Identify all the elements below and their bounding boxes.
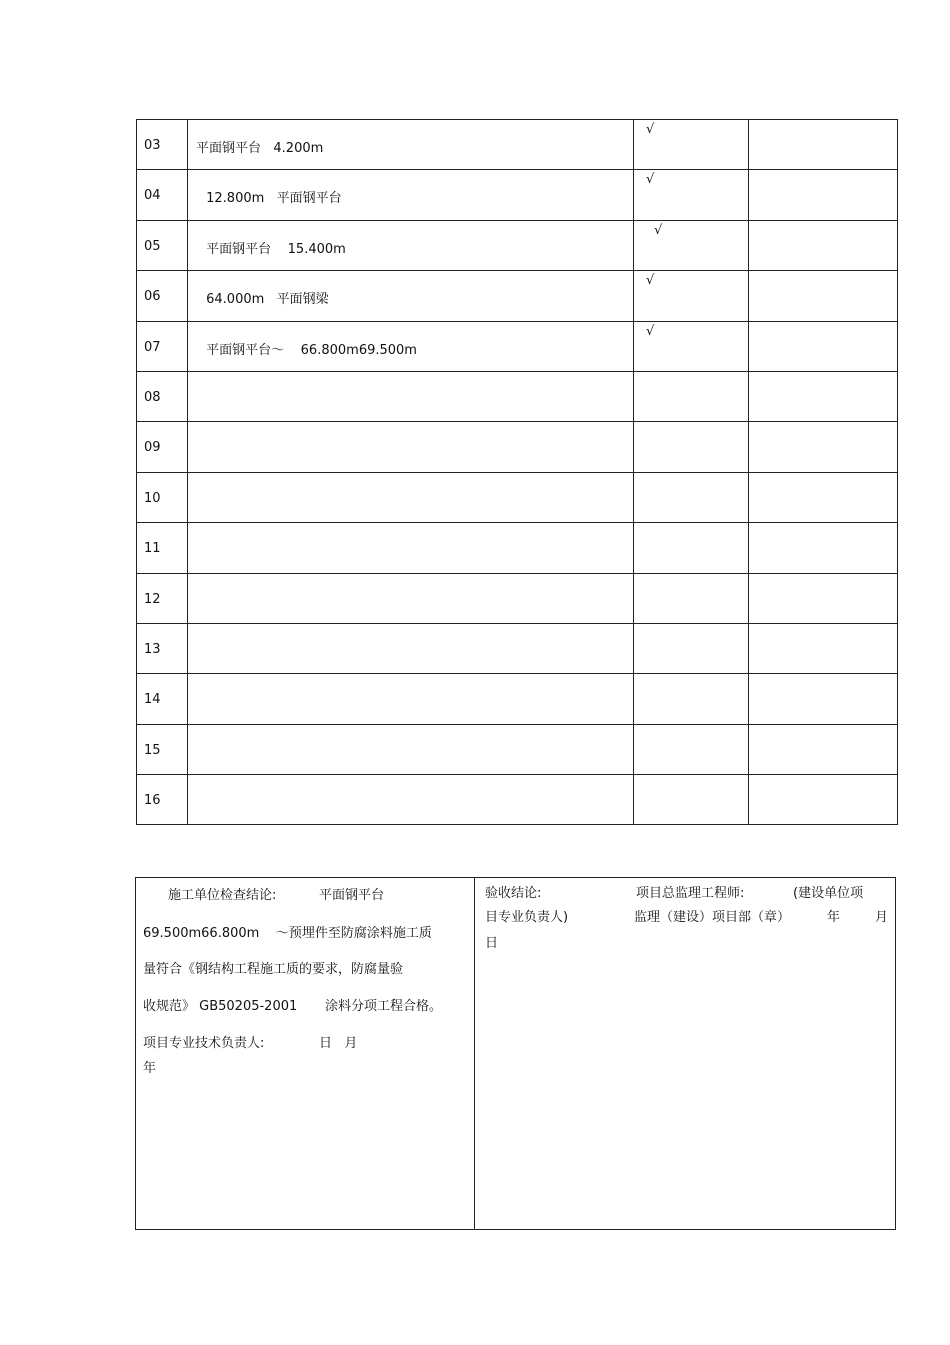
- row-number-cell: [137, 623, 188, 673]
- row-number: 09: [144, 440, 161, 456]
- row-number-cell: [137, 724, 188, 774]
- row-remark-cell: [749, 523, 898, 573]
- row-check-cell: [634, 371, 749, 421]
- row-item: 64.000m 平面钢梁: [202, 292, 329, 308]
- table-row: [137, 170, 898, 220]
- check-mark: √: [646, 172, 655, 188]
- check-mark: √: [654, 222, 663, 238]
- row-number: 07: [144, 339, 161, 355]
- row-number: 14: [144, 692, 161, 708]
- row-item-cell: [188, 523, 634, 573]
- row-remark-cell: [749, 775, 898, 825]
- row-check-cell: [634, 170, 749, 220]
- technical-lead-label: 项目专业技术负责人:: [143, 1036, 265, 1051]
- table-row: [137, 321, 898, 371]
- row-item-cell: [188, 472, 634, 522]
- row-item-cell: [188, 170, 634, 220]
- row-item-cell: [188, 321, 634, 371]
- construction-check-text-3: 收规范》 GB50205-2001: [143, 999, 298, 1014]
- owner-lead-label: 目专业负责人): [485, 910, 569, 925]
- row-item: 平面钢平台 15.400m: [202, 241, 346, 257]
- row-item-cell: [188, 623, 634, 673]
- row-item: 平面钢平台～ 66.800m69.500m: [202, 342, 417, 358]
- row-number-cell: [137, 271, 188, 321]
- row-check-cell: [634, 472, 749, 522]
- technical-lead-year: 年: [143, 1061, 157, 1076]
- row-remark-cell: [749, 220, 898, 270]
- row-remark-cell: [749, 674, 898, 724]
- table-row: [137, 573, 898, 623]
- row-item-cell: [188, 724, 634, 774]
- row-remark-cell: [749, 120, 898, 170]
- row-number-cell: [137, 321, 188, 371]
- row-item-cell: [188, 674, 634, 724]
- row-number-cell: [137, 422, 188, 472]
- row-remark-cell: [749, 724, 898, 774]
- table-row: [137, 623, 898, 673]
- conclusion-divider: [474, 878, 475, 1229]
- construction-check-text-4: 涂料分项工程合格。: [325, 999, 443, 1014]
- row-item: 12.800m 平面钢平台: [202, 191, 342, 207]
- acceptance-conclusion-label: 验收结论:: [485, 886, 542, 901]
- table-row: [137, 472, 898, 522]
- row-remark-cell: [749, 170, 898, 220]
- row-item-cell: [188, 120, 634, 170]
- row-number-cell: [137, 120, 188, 170]
- row-number-cell: [137, 371, 188, 421]
- construction-check-text-2: 量符合《钢结构工程施工质的要求，防腐量验: [143, 962, 404, 977]
- table-row: [137, 120, 898, 170]
- row-remark-cell: [749, 472, 898, 522]
- check-mark: √: [646, 122, 655, 137]
- row-number: 15: [144, 742, 161, 758]
- table-row: [137, 371, 898, 421]
- row-check-cell: [634, 220, 749, 270]
- row-item-cell: [188, 271, 634, 321]
- row-check-cell: [634, 623, 749, 673]
- row-remark-cell: [749, 321, 898, 371]
- row-item-cell: [188, 422, 634, 472]
- row-number: 08: [144, 389, 161, 405]
- row-number-cell: [137, 573, 188, 623]
- row-item-cell: [188, 220, 634, 270]
- owner-unit-label: (建设单位项: [793, 886, 864, 901]
- row-number: 03: [144, 138, 161, 153]
- row-check-cell: [634, 573, 749, 623]
- row-remark-cell: [749, 422, 898, 472]
- row-check-cell: [634, 271, 749, 321]
- table-row: [137, 674, 898, 724]
- table-row: [137, 220, 898, 270]
- row-number-cell: [137, 170, 188, 220]
- construction-check-text-1: 69.500m66.800m ～预埋件至防腐涂料施工质: [143, 926, 432, 941]
- row-number-cell: [137, 472, 188, 522]
- row-number: 16: [144, 793, 161, 809]
- row-number-cell: [137, 674, 188, 724]
- row-check-cell: [634, 724, 749, 774]
- check-mark: √: [646, 273, 655, 289]
- technical-lead-date: 日 月: [319, 1036, 358, 1051]
- table-row: [137, 422, 898, 472]
- row-item-cell: [188, 371, 634, 421]
- row-number-cell: [137, 523, 188, 573]
- row-remark-cell: [749, 573, 898, 623]
- acceptance-year: 年: [827, 910, 841, 925]
- row-check-cell: [634, 321, 749, 371]
- construction-check-item: 平面钢平台: [319, 888, 385, 903]
- supervision-dept-label: 监理（建设）项目部（章）: [634, 910, 791, 925]
- row-check-cell: [634, 120, 749, 170]
- table-row: [137, 271, 898, 321]
- chief-supervisor-label: 项目总监理工程师:: [636, 886, 745, 901]
- row-item-cell: [188, 775, 634, 825]
- row-number: 12: [144, 591, 161, 607]
- row-number-cell: [137, 775, 188, 825]
- row-number: 13: [144, 641, 161, 657]
- row-remark-cell: [749, 623, 898, 673]
- acceptance-month: 月: [875, 910, 889, 925]
- row-check-cell: [634, 775, 749, 825]
- row-number: 05: [144, 238, 161, 254]
- inspection-table: [136, 119, 898, 825]
- row-item: 平面钢平台 4.200m: [196, 141, 324, 156]
- row-item-cell: [188, 573, 634, 623]
- construction-check-label: 施工单位检查结论:: [168, 888, 277, 903]
- row-remark-cell: [749, 271, 898, 321]
- row-number: 11: [144, 541, 161, 557]
- row-number: 04: [144, 188, 161, 204]
- table-row: [137, 523, 898, 573]
- row-remark-cell: [749, 371, 898, 421]
- row-number-cell: [137, 220, 188, 270]
- conclusion-box: [135, 877, 896, 1230]
- table-row: [137, 775, 898, 825]
- acceptance-day: 日: [485, 936, 499, 951]
- check-mark: √: [646, 323, 655, 339]
- row-check-cell: [634, 523, 749, 573]
- row-number: 10: [144, 490, 161, 506]
- row-number: 06: [144, 289, 161, 305]
- row-check-cell: [634, 674, 749, 724]
- table-row: [137, 724, 898, 774]
- row-check-cell: [634, 422, 749, 472]
